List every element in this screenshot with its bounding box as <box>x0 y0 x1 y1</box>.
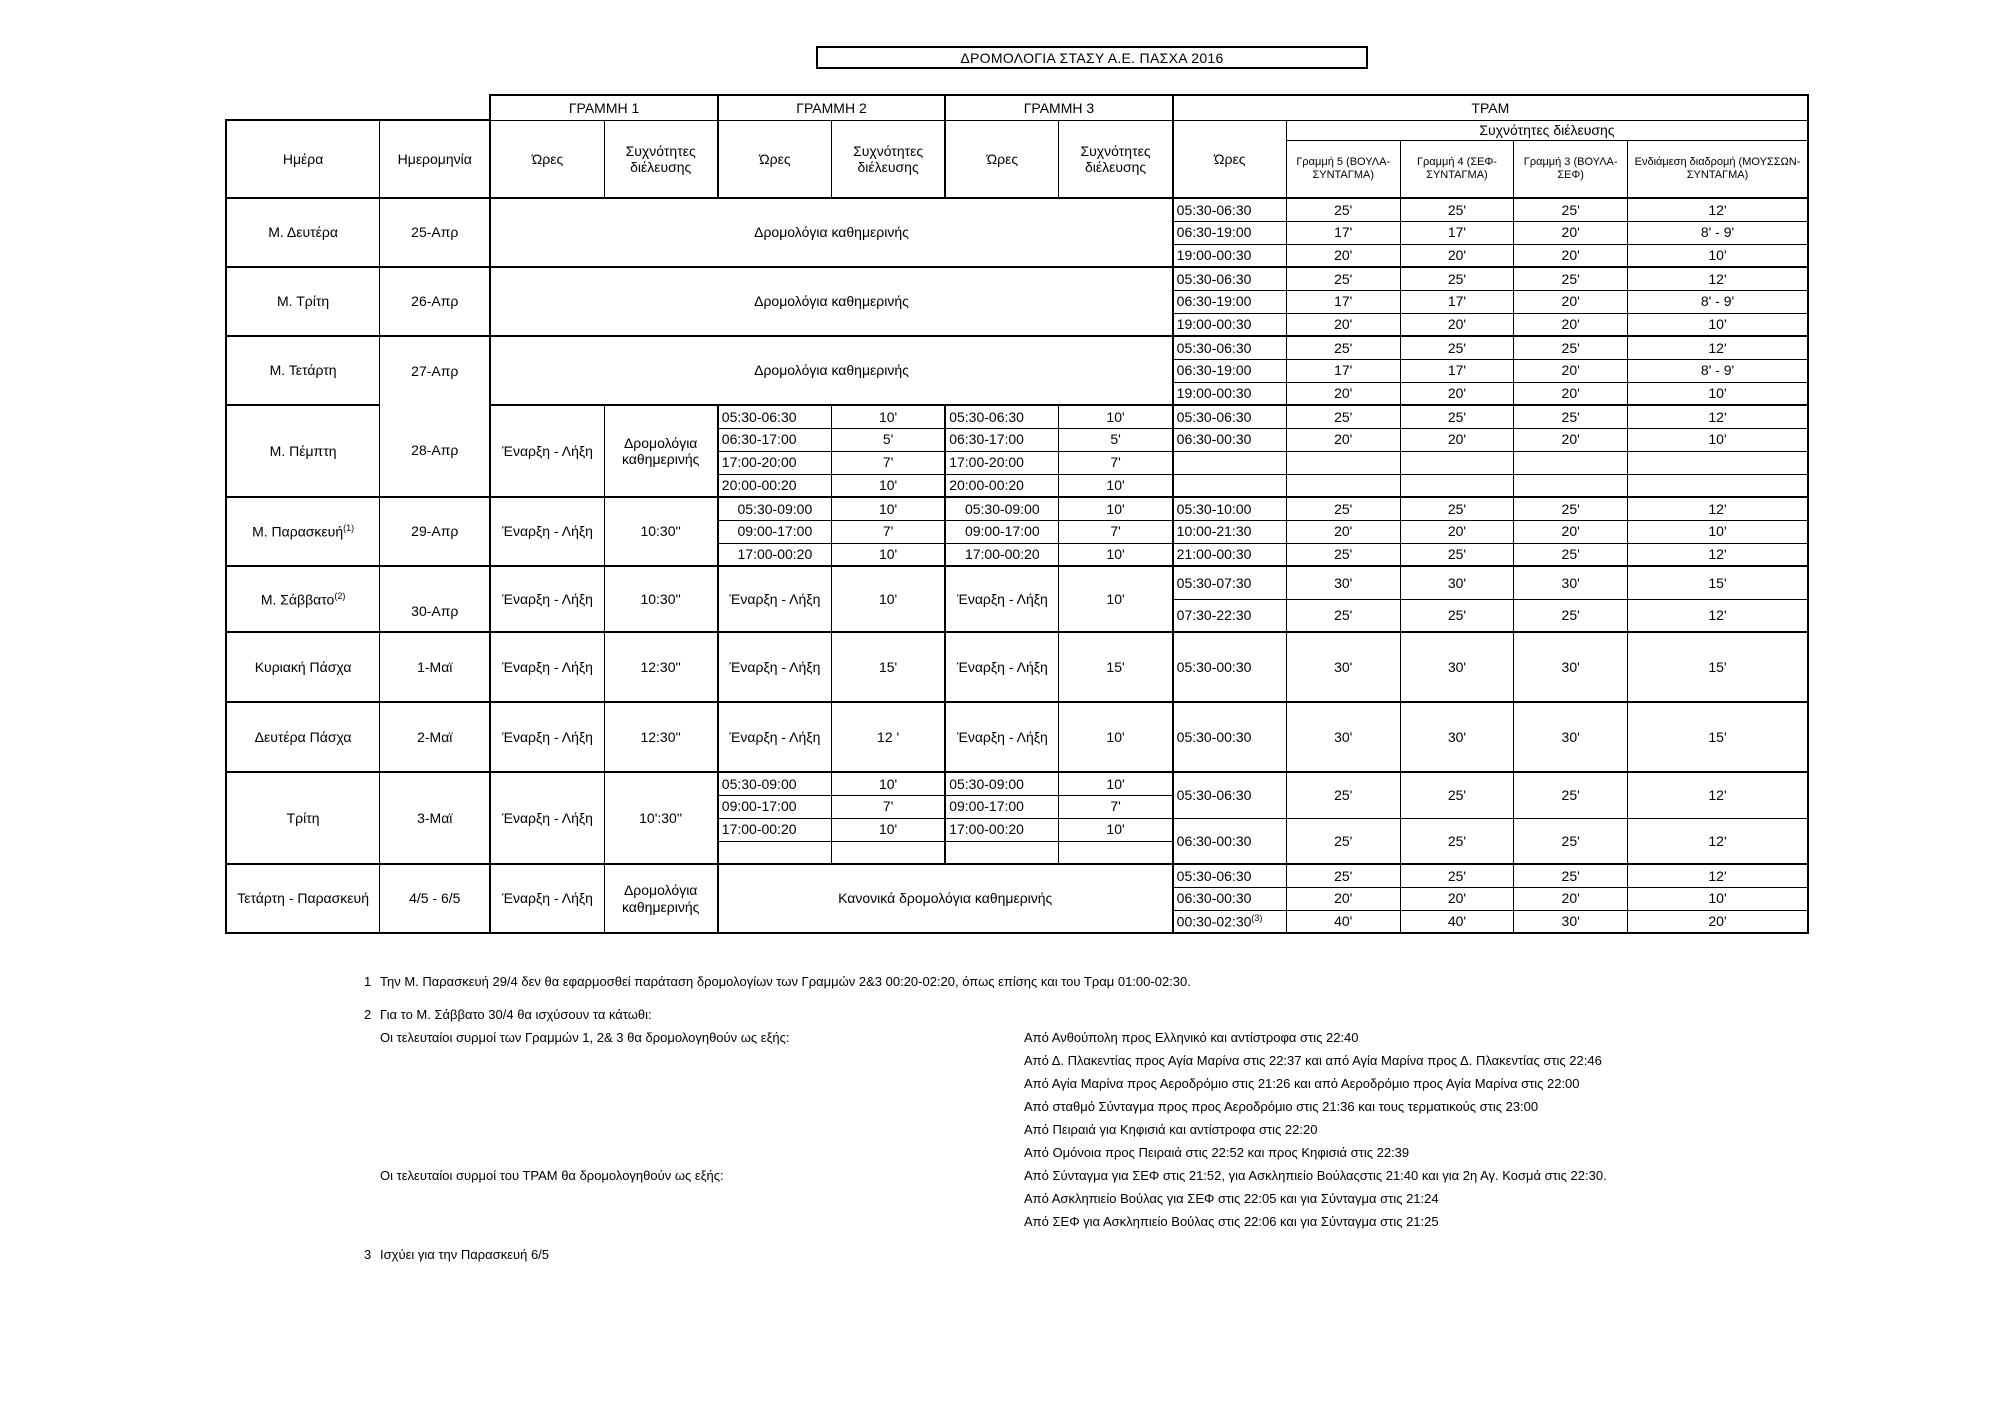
table-cell: 10' <box>1628 887 1808 910</box>
note-text: 3 <box>364 1247 372 1262</box>
table-cell: 15' <box>1628 632 1808 702</box>
table-cell: 10' <box>832 543 946 566</box>
line2-hours-cell: Έναρξη - Λήξη <box>718 702 832 772</box>
table-cell: 05:30-06:30 <box>1173 267 1287 290</box>
table-cell: 09:00-17:00 <box>718 795 832 818</box>
line1-hours-header: Ώρες <box>490 120 604 198</box>
table-cell: 25' <box>1286 405 1400 428</box>
line3-frequency-header: Συχνότητες διέλευσης <box>1059 120 1173 198</box>
table-cell: 25' <box>1400 599 1514 632</box>
table-cell: 12' <box>1628 543 1808 566</box>
table-cell: 17' <box>1286 290 1400 313</box>
table-cell: 06:30-00:30 <box>1173 428 1287 451</box>
table-cell <box>1628 451 1808 474</box>
table-cell: 7' <box>1059 795 1173 818</box>
table-cell: 20' <box>1286 520 1400 543</box>
table-row <box>226 198 1808 221</box>
note-text: Από Αγία Μαρίνα προς Αεροδρόμιο στις 21:26 και από Αεροδρόμιο προς Αγία Μαρίνα στις 22:00 <box>1024 1076 1580 1091</box>
table-cell: 7' <box>1059 520 1173 543</box>
table-cell: 20' <box>1514 313 1628 336</box>
table-row <box>226 702 1808 772</box>
table-cell: 20' <box>1514 244 1628 267</box>
table-cell: 25' <box>1514 497 1628 520</box>
table-cell: 40' <box>1400 910 1514 933</box>
note-text: 1 <box>364 974 372 989</box>
table-row <box>226 267 1808 290</box>
line3-frequency-cell: 10' <box>1059 702 1173 772</box>
line3-header: ΓΡΑΜΜΗ 3 <box>945 95 1172 120</box>
footnote-1 <box>364 970 1764 993</box>
line1-hours-cell: Έναρξη - Λήξη <box>490 497 604 566</box>
table-row <box>226 772 1808 795</box>
line3-hours-cell: Έναρξη - Λήξη <box>945 702 1059 772</box>
table-cell: 8' - 9' <box>1628 221 1808 244</box>
table-row <box>226 336 1808 359</box>
line2-header: ΓΡΑΜΜΗ 2 <box>718 95 945 120</box>
note-text: 2 <box>364 1007 372 1022</box>
table-cell: 25' <box>1514 543 1628 566</box>
table-cell <box>1286 451 1400 474</box>
line1-frequency-cell: 12:30'' <box>604 702 718 772</box>
table-cell: 25' <box>1400 267 1514 290</box>
line1-hours-cell: Έναρξη - Λήξη <box>490 405 604 497</box>
schedule-table <box>225 94 1809 934</box>
table-cell: 30' <box>1286 632 1400 702</box>
table-cell: 10' <box>1628 428 1808 451</box>
note-text: Την Μ. Παρασκευή 29/4 δεν θα εφαρμοσθεί παράταση δρομολογίων των Γραμμών 2&3 00:20-02:20, όπως επίσης και του Τραμ 01:00-02:30. <box>380 974 1191 989</box>
table-cell: 25' <box>1514 772 1628 818</box>
footnote-2 <box>364 1003 1764 1026</box>
note-text <box>364 1164 1764 1233</box>
table-cell: 10' <box>1059 497 1173 520</box>
table-row <box>226 632 1808 702</box>
table-cell: 05:30-06:30 <box>945 405 1059 428</box>
note-text: Ισχύει για την Παρασκευή 6/5 <box>380 1247 550 1262</box>
table-cell <box>1514 474 1628 497</box>
table-cell: 05:30-06:30 <box>1173 864 1287 887</box>
date-cell: 1-Μαϊ <box>380 632 491 702</box>
table-cell: 17:00-00:20 <box>945 818 1059 841</box>
table-cell: 20' <box>1400 428 1514 451</box>
table-cell <box>1173 451 1287 474</box>
line1-hours-cell: Έναρξη - Λήξη <box>490 864 604 933</box>
table-cell: 7' <box>1059 451 1173 474</box>
note-text: Από Σύνταγμα για ΣΕΦ στις 21:52, για Ασκληπιείο Βούλαςστις 21:40 και για 2η Αγ. Κοσμά στις 22:30. <box>1024 1168 1607 1183</box>
date-cell: 26-Απρ <box>380 267 491 336</box>
line1-frequency-cell: 10:30'' <box>604 566 718 632</box>
table-cell: 20' <box>1514 520 1628 543</box>
date-cell: 25-Απρ <box>380 198 491 267</box>
table-cell <box>1400 474 1514 497</box>
table-cell: 05:30-09:00 <box>945 497 1059 520</box>
table-cell: 25' <box>1514 198 1628 221</box>
day-cell: Μ. Σάββατο$^{(2)}$ <box>226 566 380 632</box>
day-cell: Δευτέρα Πάσχα <box>226 702 380 772</box>
table-cell: 06:30-17:00 <box>718 428 832 451</box>
table-cell: 12' <box>1628 772 1808 818</box>
line2-frequency-cell: 12 ' <box>832 702 946 772</box>
table-row <box>226 497 1808 520</box>
table-cell: 05:30-06:30 <box>1173 336 1287 359</box>
table-cell: 40' <box>1286 910 1400 933</box>
table-cell: 20' <box>1400 382 1514 405</box>
line3-frequency-cell: 15' <box>1059 632 1173 702</box>
line1-frequency-cell: 12:30'' <box>604 632 718 702</box>
line3-hours-cell: Έναρξη - Λήξη <box>945 632 1059 702</box>
date-cell: 4/5 - 6/5 <box>380 864 491 933</box>
line1-frequency-header: Συχνότητες διέλευσης <box>604 120 718 198</box>
table-cell: 20' <box>1400 244 1514 267</box>
note-text <box>364 993 1764 1003</box>
table-cell: 12' <box>1628 599 1808 632</box>
table-cell: 10' <box>832 405 946 428</box>
date-header: Ημερομηνία <box>380 120 491 198</box>
table-cell: 25' <box>1400 198 1514 221</box>
line1-frequency-cell: 10:30'' <box>604 497 718 566</box>
table-cell <box>945 841 1059 864</box>
table-cell: 30' <box>1514 910 1628 933</box>
table-cell: 07:30-22:30 <box>1173 599 1287 632</box>
date-cell: 27-Απρ <box>380 336 491 405</box>
table-cell: 20' <box>1286 382 1400 405</box>
table-cell: 20' <box>1514 428 1628 451</box>
table-cell: 30' <box>1514 702 1628 772</box>
table-cell: 05:30-06:30 <box>1173 772 1287 818</box>
table-cell: 06:30-00:30 <box>1173 818 1287 864</box>
line2-frequency-cell: 15' <box>832 632 946 702</box>
table-cell: 30' <box>1400 702 1514 772</box>
footnote-ref: (3) <box>1251 912 1263 923</box>
table-cell: 20' <box>1400 520 1514 543</box>
table-cell: 10' <box>1059 818 1173 841</box>
table-cell: 12' <box>1628 267 1808 290</box>
table-cell: 20:00-00:20 <box>945 474 1059 497</box>
table-cell: 25' <box>1286 864 1400 887</box>
tram-hours-header: Ώρες <box>1173 120 1287 198</box>
table-cell: 15' <box>1628 566 1808 599</box>
table-cell: 17:00-00:20 <box>718 543 832 566</box>
table-cell: 17' <box>1400 290 1514 313</box>
table-cell: 7' <box>832 520 946 543</box>
day-cell: Μ. Παρασκευή$^{(1)}$ <box>226 497 380 566</box>
table-cell: 00:30-02:30$^{(3)}$ <box>1173 910 1287 933</box>
table-cell: 7' <box>832 451 946 474</box>
table-cell: 25' <box>1286 599 1400 632</box>
line2-hours-cell: Έναρξη - Λήξη <box>718 566 832 632</box>
line1-hours-cell: Έναρξη - Λήξη <box>490 632 604 702</box>
line2-hours-header: Ώρες <box>718 120 832 198</box>
table-cell: 25' <box>1286 267 1400 290</box>
table-cell <box>1286 474 1400 497</box>
table-cell: 25' <box>1400 497 1514 520</box>
tram-line4-header: Γραμμή 4 (ΣΕΦ-ΣΥΝΤΑΓΜΑ) <box>1400 140 1514 198</box>
table-cell: 09:00-17:00 <box>945 520 1059 543</box>
line3-frequency-cell: 10' <box>1059 566 1173 632</box>
table-cell: 20' <box>1286 313 1400 336</box>
table-cell <box>832 841 946 864</box>
table-cell: 30' <box>1514 632 1628 702</box>
tram-last-trains-intro: Οι τελευταίοι συρμοί του ΤΡΑΜ θα δρομολογηθούν ως εξής: <box>380 1168 724 1183</box>
line1-frequency-cell: 10':30'' <box>604 772 718 864</box>
table-cell: 7' <box>832 795 946 818</box>
table-cell: 12' <box>1628 818 1808 864</box>
table-cell: 25' <box>1286 772 1400 818</box>
daily-routes-cell: Δρομολόγια καθημερινής <box>490 336 1172 405</box>
table-cell: 15' <box>1628 702 1808 772</box>
line1-hours-cell: Έναρξη - Λήξη <box>490 566 604 632</box>
table-cell <box>1173 474 1287 497</box>
table-cell: 05:30-09:00 <box>718 497 832 520</box>
table-cell: 06:30-19:00 <box>1173 359 1287 382</box>
table-cell: 09:00-17:00 <box>945 795 1059 818</box>
note-text: Από σταθμό Σύνταγμα προς προς Αεροδρόμιο στις 21:36 και τους τερματικούς στις 23:00 <box>1024 1099 1539 1114</box>
line1-hours-cell: Έναρξη - Λήξη <box>490 772 604 864</box>
day-cell: Μ. Τρίτη <box>226 267 380 336</box>
table-cell: 17:00-20:00 <box>718 451 832 474</box>
table-cell: 19:00-00:30 <box>1173 244 1287 267</box>
table-cell: 20' <box>1286 428 1400 451</box>
day-header: Ημέρα <box>226 120 380 198</box>
table-cell: 06:30-19:00 <box>1173 290 1287 313</box>
table-cell: 20' <box>1400 313 1514 336</box>
table-cell: 10' <box>1628 382 1808 405</box>
table-row <box>226 405 1808 428</box>
day-cell: Μ. Τετάρτη <box>226 336 380 405</box>
table-cell: 20' <box>1286 244 1400 267</box>
table-cell: 10' <box>1059 772 1173 795</box>
table-cell <box>1628 474 1808 497</box>
footnote-3 <box>364 1243 1764 1266</box>
table-cell: 10' <box>1059 405 1173 428</box>
table-cell: 25' <box>1400 543 1514 566</box>
table-cell: 10' <box>832 497 946 520</box>
table-cell: 25' <box>1514 818 1628 864</box>
table-cell: 06:30-17:00 <box>945 428 1059 451</box>
table-cell <box>1059 841 1173 864</box>
line2-frequency-cell: 10' <box>832 566 946 632</box>
table-cell: 30' <box>1286 566 1400 599</box>
table-cell: 20' <box>1514 290 1628 313</box>
date-cell: 28-Απρ <box>380 405 491 497</box>
tram-intermediate-header: Ενδιάμεση διαδρομή (ΜΟΥΣΣΩΝ-ΣΥΝΤΑΓΜΑ) <box>1628 140 1808 198</box>
table-cell: 12' <box>1628 198 1808 221</box>
table-cell: 06:30-00:30 <box>1173 887 1287 910</box>
table-cell: 21:00-00:30 <box>1173 543 1287 566</box>
table-cell: 25' <box>1286 336 1400 359</box>
table-cell: 12' <box>1628 405 1808 428</box>
day-cell: Κυριακή Πάσχα <box>226 632 380 702</box>
table-cell: 25' <box>1514 599 1628 632</box>
table-cell: 12' <box>1628 864 1808 887</box>
table-cell: 20' <box>1514 887 1628 910</box>
note-text: Από Ομόνοια προς Πειραιά στις 22:52 και προς Κηφισιά στις 22:39 <box>1024 1145 1410 1160</box>
table-cell: 05:30-00:30 <box>1173 632 1287 702</box>
note-text: Από Ανθούπολη προς Ελληνικό και αντίστροφα στις 22:40 <box>1024 1030 1359 1045</box>
table-cell: 17' <box>1400 359 1514 382</box>
table-cell: 20' <box>1514 359 1628 382</box>
day-cell: Τετάρτη - Παρασκευή <box>226 864 380 933</box>
table-cell: 17' <box>1400 221 1514 244</box>
table-cell: 05:30-09:00 <box>945 772 1059 795</box>
table-cell: 10' <box>832 474 946 497</box>
table-cell: 06:30-19:00 <box>1173 221 1287 244</box>
table-cell: 25' <box>1286 198 1400 221</box>
line3-hours-header: Ώρες <box>945 120 1059 198</box>
note-text <box>364 1026 1764 1164</box>
line1-frequency-cell: Δρομολόγια καθημερινής <box>604 864 718 933</box>
header-row <box>226 95 1808 120</box>
table-cell: 10:00-21:30 <box>1173 520 1287 543</box>
table-cell: 25' <box>1400 818 1514 864</box>
table-cell: 25' <box>1286 818 1400 864</box>
table-cell: 25' <box>1514 864 1628 887</box>
table-cell: 19:00-00:30 <box>1173 382 1287 405</box>
note-text: Από Πειραιά για Κηφισιά και αντίστροφα στις 22:20 <box>1024 1122 1318 1137</box>
tram-frequency-header: Συχνότητες διέλευσης <box>1286 120 1808 140</box>
table-cell: 17:00-00:20 <box>945 543 1059 566</box>
daily-routes-cell: Δρομολόγια καθημερινής <box>490 267 1172 336</box>
table-cell: 25' <box>1286 543 1400 566</box>
footnote-ref: (2) <box>334 590 346 601</box>
header-row <box>226 120 1808 140</box>
line1-frequency-cell: Δρομολόγια καθημερινής <box>604 405 718 497</box>
document-title: ΔΡΟΜΟΛΟΓΙΑ ΣΤΑΣΥ Α.Ε. ΠΑΣΧΑ 2016 <box>816 46 1368 69</box>
table-cell: 10' <box>1059 474 1173 497</box>
note-text: Από Δ. Πλακεντίας προς Αγία Μαρίνα στις 22:37 και από Αγία Μαρίνα προς Δ. Πλακεντίας στις 22:46 <box>1024 1053 1602 1068</box>
metro-last-trains-list <box>1024 1026 1764 1164</box>
table-cell: 25' <box>1400 336 1514 359</box>
table-cell: 05:30-10:00 <box>1173 497 1287 520</box>
table-cell <box>1514 451 1628 474</box>
normal-routes-cell: Κανονικά δρομολόγια καθημερινής <box>718 864 1173 933</box>
daily-routes-cell: Δρομολόγια καθημερινής <box>490 198 1172 267</box>
table-cell: 25' <box>1400 772 1514 818</box>
table-cell: 25' <box>1514 267 1628 290</box>
tram-line3-header: Γραμμή 3 (ΒΟΥΛΑ-ΣΕΦ) <box>1514 140 1628 198</box>
table-cell: 05:30-06:30 <box>718 405 832 428</box>
tram-line5-header: Γραμμή 5 (ΒΟΥΛΑ-ΣΥΝΤΑΓΜΑ) <box>1286 140 1400 198</box>
table-cell: 25' <box>1400 405 1514 428</box>
line1-hours-cell: Έναρξη - Λήξη <box>490 702 604 772</box>
table-cell: 17' <box>1286 221 1400 244</box>
note-text <box>364 1233 1764 1243</box>
table-cell <box>1400 451 1514 474</box>
table-cell: 05:30-06:30 <box>1173 405 1287 428</box>
line1-header: ΓΡΑΜΜΗ 1 <box>490 95 717 120</box>
tram-header: ΤΡΑΜ <box>1173 95 1808 120</box>
note-text: Από Ασκληπιείο Βούλας για ΣΕΦ στις 22:05 και για Σύνταγμα στις 21:24 <box>1024 1191 1439 1206</box>
note-text: Για το Μ. Σάββατο 30/4 θα ισχύσουν τα κάτωθι: <box>380 1007 652 1022</box>
table-cell: 10' <box>1628 313 1808 336</box>
footnote-ref: (1) <box>343 523 355 534</box>
table-cell: 10' <box>832 772 946 795</box>
date-cell: 2-Μαϊ <box>380 702 491 772</box>
table-row <box>226 566 1808 599</box>
table-cell: 17:00-00:20 <box>718 818 832 841</box>
table-cell: 25' <box>1514 336 1628 359</box>
date-cell: 30-Απρ <box>380 566 491 632</box>
note-text: Από ΣΕΦ για Ασκληπιείο Βούλας στις 22:06 και για Σύνταγμα στις 21:25 <box>1024 1214 1439 1229</box>
table-cell <box>718 841 832 864</box>
table-cell: 05:30-00:30 <box>1173 702 1287 772</box>
table-cell: 30' <box>1400 566 1514 599</box>
day-cell: Μ. Δευτέρα <box>226 198 380 267</box>
table-cell: 10' <box>1628 244 1808 267</box>
table-cell: 20' <box>1514 221 1628 244</box>
table-cell: 20' <box>1514 382 1628 405</box>
table-cell: 25' <box>1286 497 1400 520</box>
table-cell: 20' <box>1628 910 1808 933</box>
table-cell: 20:00-00:20 <box>718 474 832 497</box>
line3-hours-cell: Έναρξη - Λήξη <box>945 566 1059 632</box>
metro-last-trains-intro: Οι τελευταίοι συρμοί των Γραμμών 1, 2& 3 θα δρομολογηθούν ως εξής: <box>380 1030 790 1045</box>
table-cell: 30' <box>1400 632 1514 702</box>
table-cell: 19:00-00:30 <box>1173 313 1287 336</box>
table-cell: 8' - 9' <box>1628 290 1808 313</box>
table-row <box>226 864 1808 887</box>
table-cell: 17' <box>1286 359 1400 382</box>
table-cell: 20' <box>1400 887 1514 910</box>
table-cell: 25' <box>1400 864 1514 887</box>
table-cell: 05:30-09:00 <box>718 772 832 795</box>
table-cell: 30' <box>1286 702 1400 772</box>
table-cell: 10' <box>1059 543 1173 566</box>
line2-hours-cell: Έναρξη - Λήξη <box>718 632 832 702</box>
table-cell <box>226 95 490 120</box>
table-cell: 05:30-06:30 <box>1173 198 1287 221</box>
table-cell: 20' <box>1286 887 1400 910</box>
tram-last-trains-list <box>1024 1164 1764 1233</box>
table-cell: 05:30-07:30 <box>1173 566 1287 599</box>
day-cell: Τρίτη <box>226 772 380 864</box>
table-cell: 5' <box>1059 428 1173 451</box>
table-cell: 30' <box>1514 566 1628 599</box>
table-cell: 10' <box>832 818 946 841</box>
footnotes <box>364 970 1764 1266</box>
table-cell: 17:00-20:00 <box>945 451 1059 474</box>
table-cell: 5' <box>832 428 946 451</box>
table-cell: 25' <box>1514 405 1628 428</box>
table-cell: 10' <box>1628 520 1808 543</box>
line2-frequency-header: Συχνότητες διέλευσης <box>832 120 946 198</box>
date-cell: 3-Μαϊ <box>380 772 491 864</box>
table-cell: 12' <box>1628 497 1808 520</box>
day-cell: Μ. Πέμπτη <box>226 405 380 497</box>
date-cell: 29-Απρ <box>380 497 491 566</box>
table-cell: 8' - 9' <box>1628 359 1808 382</box>
table-cell: 09:00-17:00 <box>718 520 832 543</box>
table-cell: 12' <box>1628 336 1808 359</box>
